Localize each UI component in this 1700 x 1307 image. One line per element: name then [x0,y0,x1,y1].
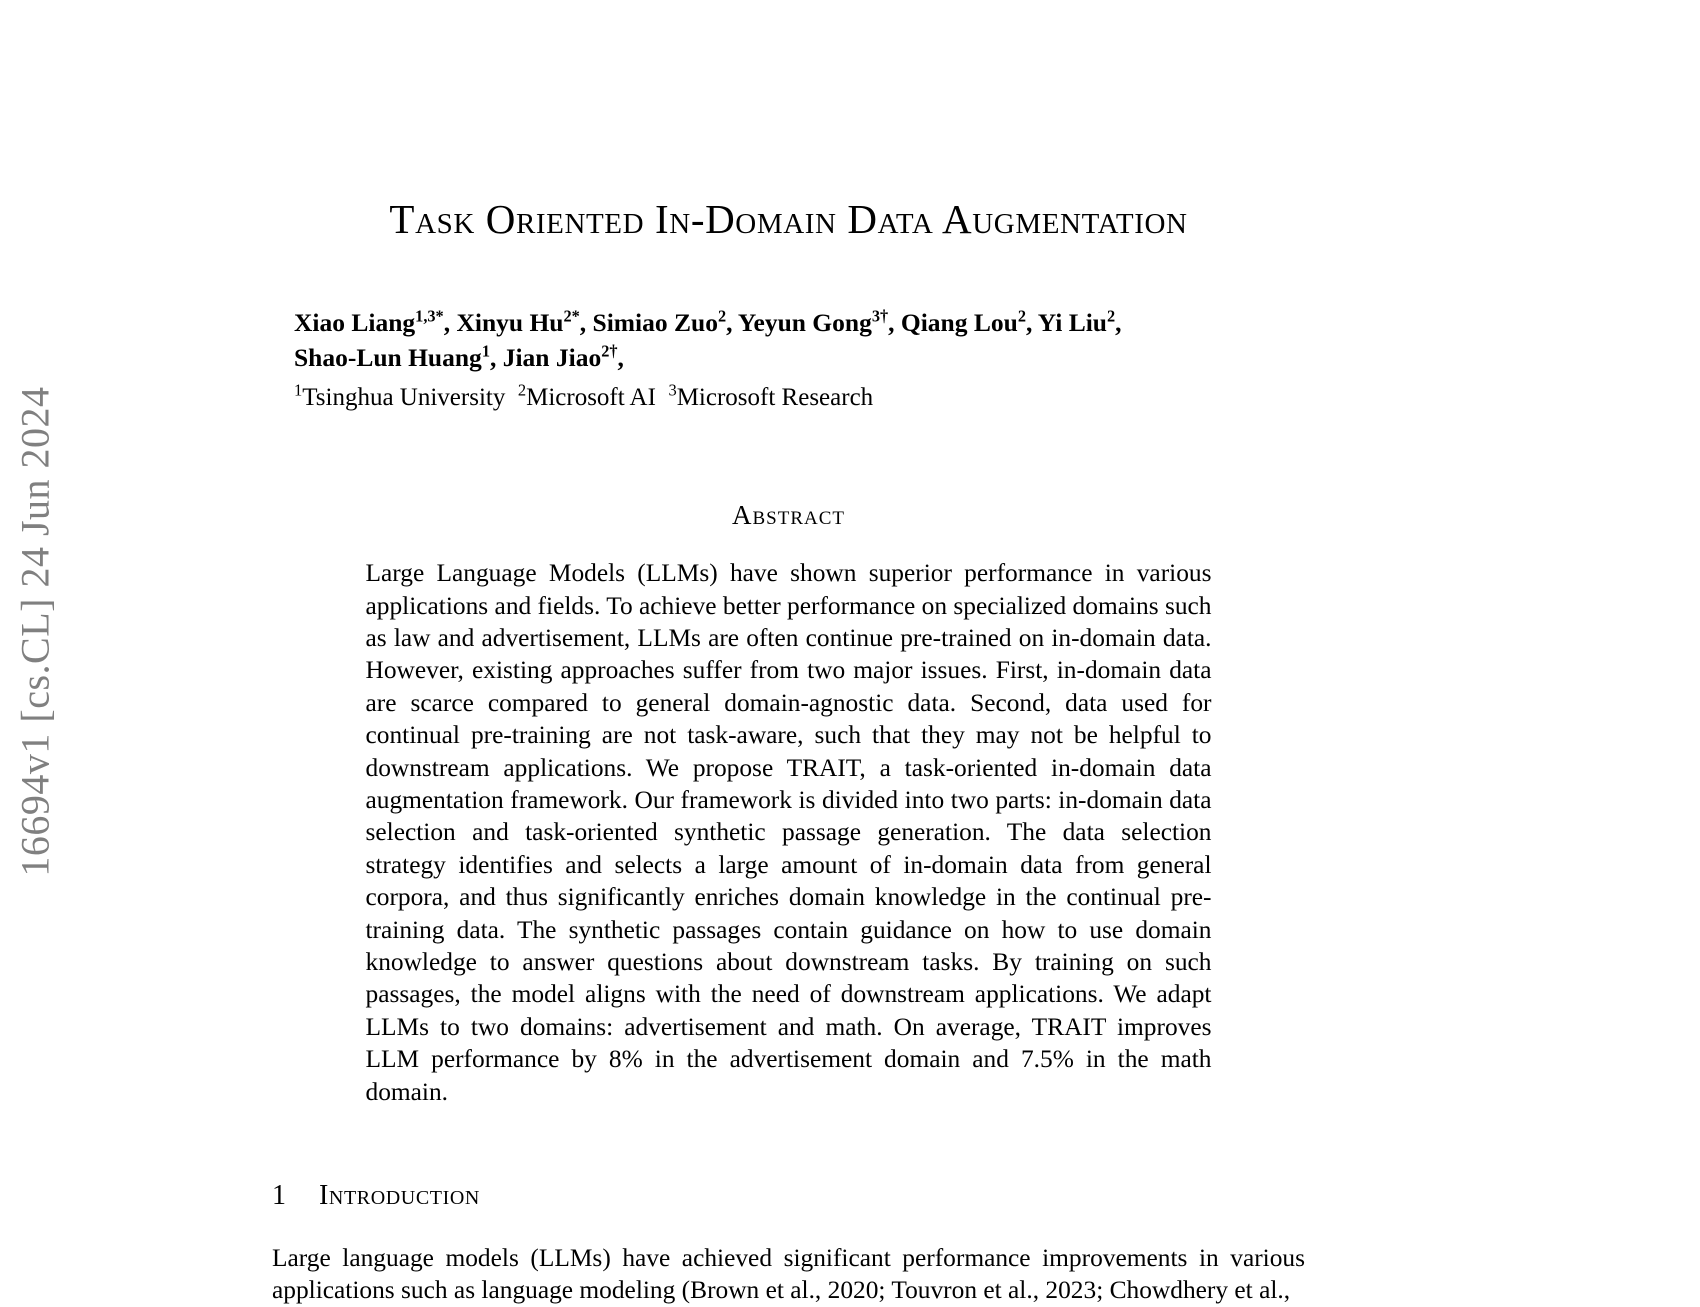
affiliation-line: $^1$Tsinghua University $^2$Microsoft AI $^3$Microsoft Research [294,380,874,411]
section-number: 1 [272,1179,287,1211]
page-title: Task Oriented In-Domain Data Augmentation [389,196,1188,242]
paper-page [272,0,1305,1305]
abstract-body: Large Language Models (LLMs) have shown superior performance in various applications and fields. To achieve better performance on specialized domains such as law and advertisement, LLMs are often continue pre-trained on in-domain data. However, existing approaches suffer from two major issues. First, in-domain data are scarce compared to general domain-agnostic data. Second, data used for continual pre-training are not task-aware, such that they may not be helpful to downstream applications. We propose TRAIT, a task-oriented in-domain data augmentation framework. Our framework is divided into two parts: in-domain data selection and task-oriented synthetic passage generation. The data selection strategy identifies and selects a large amount of in-domain data from general corpora, and thus significantly enriches domain knowledge in the continual pre-training data. The synthetic passages contain guidance on how to use domain knowledge to answer questions about downstream tasks. By training on such passages, the model aligns with the need of downstream applications. We adapt LLMs to two domains: advertisement and math. On average, TRAIT improves LLM performance by 8% in the advertisement domain and 7.5% in the math domain. [365,559,1212,1106]
author-line-1: Xiao Liang$^{1,3*}$, Xinyu $Hu^{2*}$, Simiao Zuo$^2$, Yeyun Gong$^{3\dagger}$, Qiang Lou$^2$, Yi Liu$^2$, [294,306,1122,338]
introduction-paragraph: Large language models (LLMs) have achieved significant performance improvements in various applications such as language modeling (Brown et al., 2020; Touvron et al., 2023; Chowdhery et al., [272,1243,1305,1305]
abstract-heading: Abstract [731,500,846,531]
author-line-2: Shao-Lun Huang$^1$, Jian Jiao$^{2\dagger}$, [294,341,624,373]
section-heading-introduction [272,1108,1305,1212]
section-title: Introduction [319,1179,480,1211]
author-block [272,305,1305,375]
arxiv-identifier-stamp: 16694v1 [cs.CL] 24 Jun 2024 [12,386,58,877]
